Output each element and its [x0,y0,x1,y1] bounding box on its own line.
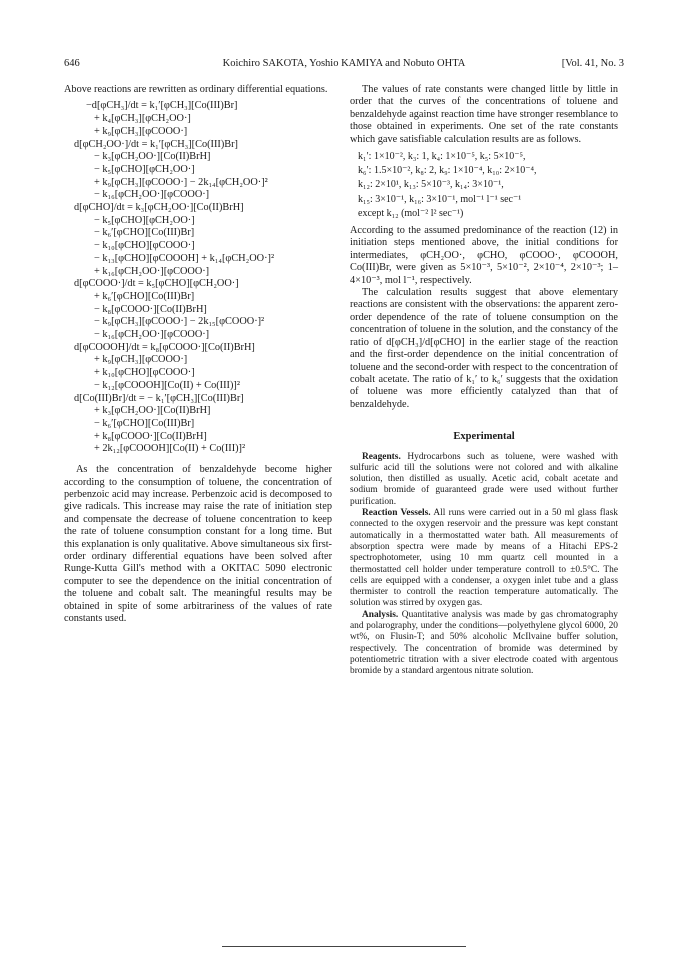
vessels-text: All runs were carried out in a 50 ml glass flask connected to the oxygen reservoir and the pressure was kept constant automatically in a thermostatted water bath. All measurements of absorption spectra were made by means of a Hitachi EPS-2 spectrophotometer, using 10 mm quartz cell mounted in a thermostatted cell holder under temperature controll to ±0.5°C. The cells are equipped with a condenser, a oxygen inlet tube and a glass thermister to controll the reaction temperature automatically. The solution was stirred by oxygen gas. [350,508,618,609]
equation-line: + k₆′[φCHO][Co(III)Br] [94,290,195,302]
left-column [64,84,332,625]
section-title: Experimental [453,431,515,443]
equation-line: + k₁₀[φCHO][φCOOO·] [94,367,195,379]
rate-constant-line: k₁₂: 2×10¹, k₁₃: 5×10⁻³, k₁₄: 3×10⁻¹, [358,179,504,191]
rate-constant-line: k₆′: 1.5×10⁻², k₈: 2, k₉: 1×10⁻⁴, k₁₀: 2×10⁻⁴, [358,165,537,177]
page-number: 646 [64,58,80,69]
right-column [350,84,618,677]
reagents-paragraph [350,452,618,508]
intro-paragraph: Above reactions are rewritten as ordinary differential equations. [64,84,328,95]
equation-line: d[φCHO]/dt = k₃[φCH₂OO·][Co(II)BrH] [74,202,244,214]
rate-constant-line: k₁₅: 3×10⁻¹, k₁₆: 3×10⁻¹, mol⁻¹ l⁻¹ sec⁻¹ [358,193,522,205]
initial-conditions-paragraph: According to the assumed predominance of the reaction (12) in initiation steps mentioned above, the initial conditions for intermediates, φCH₂OO·, φCHO, φCOOO·, φCOOOH, Co(III)Br, were given as 5×10⁻³, 5×10⁻², 2×10⁻⁴, 2×10⁻³; 1–4×10⁻³, mol l⁻¹, respectively. [350,225,618,286]
rate-constant-line: except k₁₂ (mol⁻² l² sec⁻¹) [358,207,464,219]
footer-rule [222,946,466,947]
equation-line: d[φCOOO·]/dt = k₅[φCHO][φCH₂OO·] [74,278,239,290]
equation-line: + k₁₆[φCH₂OO·][φCOOO·] [94,265,210,277]
header-authors: Koichiro SAKOTA, Yoshio KAMIYA and Nobuto OHTA [222,58,466,69]
header-volume: [Vol. 41, No. 3 [561,58,624,69]
equation-line: + k₃[φCH₂OO·][Co(II)BrH] [94,405,211,417]
equation-line: −d[φCH₃]/dt = k₁′[φCH₃][Co(III)Br] [86,100,238,112]
analysis-text: Quantitative analysis was made by gas chromatography and polarography, under the conditions—polyethylene glycol 6000, 20 wt%, on Flusin-T; and 50% alcoholic McIlvaine buffer solution, respectively. The concentration of bromide was determined by potentiometric titration with a siver electrode coated with argentous bromide by a standard argentous nitrate solution. [350,609,618,677]
analysis-heading: Analysis. [362,609,399,620]
equation-line: − k₁₆[φCH₂OO·][φCOOO·] [94,329,210,341]
equation-line: d[φCOOOH]/dt = k₈[φCOOO·][Co(II)BrH] [74,341,255,353]
equation-line: − k₉[φCH₃][φCOOO·] − 2k₁₅[φCOOO·]² [94,316,265,328]
equation-line: + 2k₁₂[φCOOOH][Co(II) + Co(III)]² [94,443,246,455]
equation-line: + k₈[φCOOO·][Co(II)BrH] [94,430,207,442]
equation-line: d[φCH₂OO·]/dt = k₁′[φCH₃][Co(III)Br] [74,138,238,150]
reagents-heading: Reagents. [362,451,401,462]
equation-line: − k₁₃[φCHO][φCOOOH] + k₁₄[φCH₂OO·]² [94,252,275,264]
equation-line: d[Co(III)Br]/dt = − k₁′[φCH₃][Co(III)Br] [74,392,244,404]
rate-constants-list [350,150,618,221]
equation-line: − k₃[φCH₂OO·][Co(II)BrH] [94,151,211,163]
equation-line: − k₆′[φCHO][Co(III)Br] [94,227,195,239]
equation-line: − k₅[φCHO][φCH₂OO·] [94,163,195,175]
results-paragraph: The calculation results suggest that above elementary reactions are consistent with the observations: the apparent zero-order dependence of the rate of toluene consumption on the concentration of toluene in the solution, and the constancy of the ratio of d[φCH₃]/d[φCHO] in the earlier stage of the reaction and the first-order dependence on the initial concentration of toluene and the second-order with respect to the concentration of cobalt acetate. The ratio of k₁′ to k₆′ suggests that the oxidation of toluene was more efficiently catalyzed than that of benzaldehyde. [350,287,618,410]
equation-line: + k₉[φCH₃][φCOOO·] [94,125,188,137]
rate-constants-paragraph: The values of rate constants were changed little by little in order that the curves of the concentrations of toluene and benzaldehyde against reaction time have stronger resemblance to those obtained in experiments. One set of the rate constants which gave satisfiable calculation results are as follows. [350,84,618,145]
equation-line: + k₉[φCH₃][φCOOO·] − 2k₁₄[φCH₂OO·]² [94,176,268,188]
rate-constant-line: k₁′: 1×10⁻², k₃: 1, k₄: 1×10⁻⁵, k₅: 5×10⁻⁵, [358,151,526,163]
equation-line: − k₁₂[φCOOOH][Co(II) + Co(III)]² [94,379,240,391]
reagents-text: Hydrocarbons such as toluene, were washed with sulfuric acid till the solutions were not colored and with alkaline solution, then distilled as usually. Acetic acid, cobalt acetate and sodium bromide of guaranteed grade were used without further purification. [350,451,618,507]
equation-line: − k₅[φCHO][φCH₂OO·] [94,214,195,226]
equation-line: − k₁₀[φCHO][φCOOO·] [94,240,195,252]
discussion-paragraph: As the concentration of benzaldehyde become higher according to the consumption of toluene, the concentration of perbenzoic acid may increase. Perbenzoic acid is decomposed to give radicals. This increase may raise the rate of initiation step and compensate the decrease of toluene concentration to keep the rate of toluene consumption constant for a long time. But this explanation is only qualitative. Above simultaneous six first-order ordinary differential equations have been solved after Runge-Kutta Gill's method with a OKITAC 5090 electronic computer to see the dependence on the initial concentration of the toluene and cobalt salt. The meaningful results may be obtained in spite of some arbitrariness of the values of rate constants used. [64,464,332,624]
equation-line: − k₈[φCOOO·][Co(II)BrH] [94,303,207,315]
equation-line: − k₆′[φCHO][Co(III)Br] [94,417,195,429]
vessels-heading: Reaction Vessels. [362,508,431,519]
running-header [64,58,624,74]
equation-block [64,100,332,456]
equation-line: − k₁₆[φCH₂OO·][φCOOO·] [94,189,210,201]
equation-line: + k₉[φCH₃][φCOOO·] [94,354,188,366]
equation-line: + k₄[φCH₃][φCH₂OO·] [94,113,191,125]
analysis-paragraph [350,610,618,678]
vessels-paragraph [350,508,618,610]
